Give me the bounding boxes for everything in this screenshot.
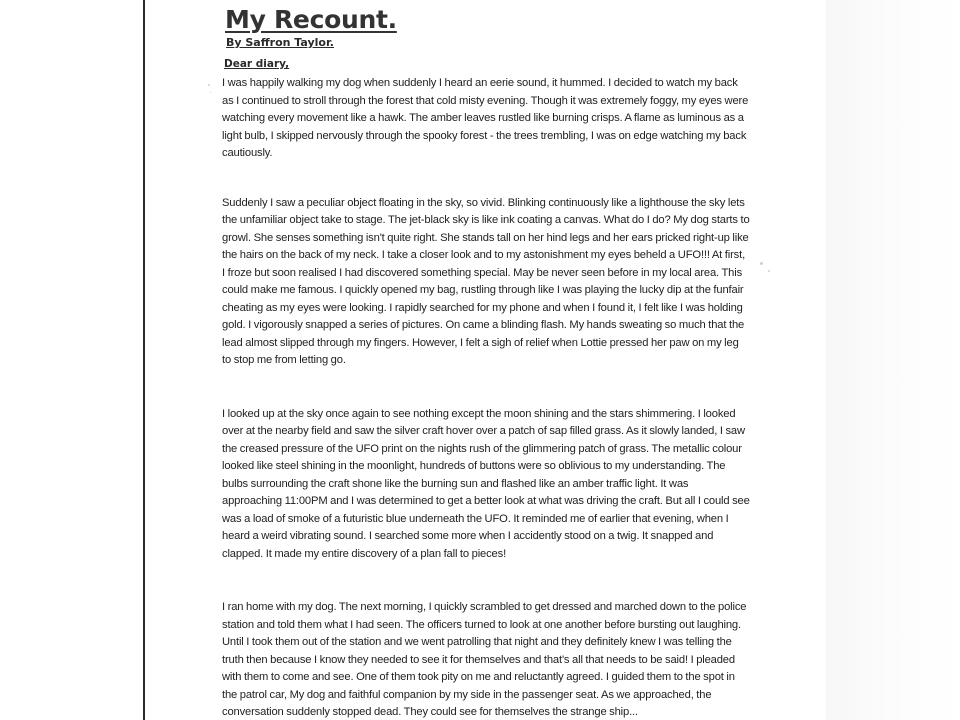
document-title: My Recount.: [225, 5, 397, 34]
paragraph-4: I ran home with my dog. The next morning, I quickly scrambled to get dressed and marched down to the police station and told them what I had seen. The officers turned to look at one another before bursting out laughing. Until I took them out of the station and we went patrolling that night and they definitely knew I was telling the truth then because I know they needed to see it for themselves and that's all that needs to be said! I pleaded with them to come and see. One of them took pity on me and reluctantly agreed. I guided them to the spot in the patrol car, My dog and faithful companion by my side in the passenger seat. As we approached, the conversation suddenly stopped dead. They could see for themselves the strange ship...: [222, 601, 747, 718]
document-author: By Saffron Taylor.: [226, 36, 334, 49]
paragraph-1: I was happily walking my dog when suddenly I heard an eerie sound, it hummed. I decided to watch my back as I continued to stroll through the forest that cold misty evening. Though it was extremely foggy, my eyes were watching every movement like a hawk. The amber leaves rustled like burning crisps. A flame as luminous as a light bulb, I skipped nervously through the spooky forest - the trees trembling, I was on edge watching my back cautiously.: [222, 77, 749, 159]
page-left-border: [143, 0, 145, 720]
diary-salutation: Dear diary,: [224, 58, 290, 70]
scan-speck: [768, 270, 770, 272]
scan-speck: [208, 84, 210, 86]
paragraph-3: I looked up at the sky once again to see nothing except the moon shining and the stars shimmering. I looked over at the nearby field and saw the silver craft hover over a patch of sap filled grass. As it slowly landed, I saw the creased pressure of the UFO print on the nights rush of the glimmering patch of grass. The metallic colour looked like steel shining in the moonlight, hundreds of buttons were so oblivious to my understanding. The bulbs surrounding the craft shone like the burning sun and flashed like an amber traffic light. It was approaching 11:00PM and I was determined to get a better look at what was driving the craft. But all I could see was a load of smoke of a futuristic blue underneath the UFO. It reminded me of earlier that evening, when I heard a weird vibrating sound. I searched some more when I accidently stood on a twig. It snapped and clapped. It made my entire discovery of a plan fall to pieces!: [222, 407, 750, 560]
scan-speck: [760, 262, 763, 265]
document-body: [222, 6, 750, 720]
scan-speck: [210, 92, 211, 93]
page-right-shadow: [826, 0, 960, 720]
paragraph-2: Suddenly I saw a peculiar object floating in the sky, so vivid. Blinking continuously like a lighthouse the sky lets the unfamiliar object take to stage. The jet-black sky is like ink coating a canvas. What do I do? My dog starts to growl. She senses something isn't quite right. She stands tall on her hind legs and her ears pricked right-up like the hairs on the back of my neck. I take a closer look and to my astonishment my eyes beheld a UFO!!! At first, I froze but soon realised I had discovered something special. May be never seen before in my local area. This could make me famous. I quickly opened my bag, rustling through like I was playing the lucky dip at the funfair cheating as my eyes were looking. I rapidly searched for my phone and when I found it, I felt like I was holding gold. I vigorously snapped a series of pictures. On came a blinding flash. My hands sweating so much that the lead almost slipped through my fingers. However, I felt a sigh of relief when Lottie pressed her paw on my leg to stop me from letting go.: [222, 196, 750, 366]
